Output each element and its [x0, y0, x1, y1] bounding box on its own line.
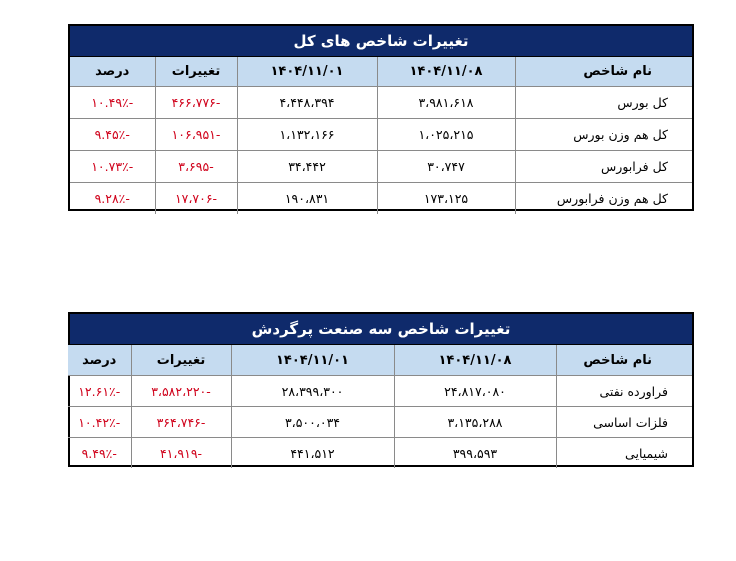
value-new-cell: ۱۷۳،۱۲۵	[377, 183, 515, 215]
table-row	[68, 438, 692, 469]
header-row	[68, 345, 692, 376]
change-cell: -۳،۶۹۵	[155, 151, 237, 183]
industry-index-changes-grid	[68, 345, 692, 468]
value-new-cell: ۳۹۹،۵۹۳	[394, 438, 556, 469]
value-new-cell: ۱،۰۲۵،۲۱۵	[377, 119, 515, 151]
value-old-cell: ۴۴۱،۵۱۲	[231, 438, 394, 469]
col-header-date-new: ۱۴۰۴/۱۱/۰۸	[394, 345, 556, 376]
col-header-date-old: ۱۴۰۴/۱۱/۰۱	[231, 345, 394, 376]
change-cell: -۴۱،۹۱۹	[131, 438, 231, 469]
col-header-percent: درصد	[70, 57, 155, 87]
percent-cell: -۹.۴۵٪	[70, 119, 155, 151]
industry-index-changes-table	[68, 312, 694, 467]
index-name-cell: فراورده نفتی	[556, 376, 692, 407]
table-row	[70, 119, 692, 151]
index-name-cell: کل بورس	[515, 87, 692, 119]
index-name-cell: فلزات اساسی	[556, 407, 692, 438]
index-changes-table	[68, 24, 694, 211]
value-old-cell: ۲۸،۳۹۹،۳۰۰	[231, 376, 394, 407]
table-row	[70, 87, 692, 119]
value-new-cell: ۳،۹۸۱،۶۱۸	[377, 87, 515, 119]
table-row	[68, 407, 692, 438]
col-header-date-old: ۱۴۰۴/۱۱/۰۱	[237, 57, 377, 87]
change-cell: -۳۶۴،۷۴۶	[131, 407, 231, 438]
table-title: تغییرات شاخص سه صنعت پرگردش	[70, 314, 692, 345]
table-row	[68, 376, 692, 407]
col-header-percent: درصد	[68, 345, 131, 376]
index-changes-grid	[70, 57, 692, 214]
col-header-index-name: نام شاخص	[556, 345, 692, 376]
percent-cell: -۱۰.۷۳٪	[70, 151, 155, 183]
value-old-cell: ۴،۴۴۸،۳۹۴	[237, 87, 377, 119]
change-cell: -۳،۵۸۲،۲۲۰	[131, 376, 231, 407]
index-name-cell: کل فرابورس	[515, 151, 692, 183]
index-name-cell: کل هم وزن بورس	[515, 119, 692, 151]
col-header-date-new: ۱۴۰۴/۱۱/۰۸	[377, 57, 515, 87]
col-header-change: تغییرات	[155, 57, 237, 87]
change-cell: -۱۷،۷۰۶	[155, 183, 237, 215]
col-header-change: تغییرات	[131, 345, 231, 376]
value-old-cell: ۳،۵۰۰،۰۳۴	[231, 407, 394, 438]
table-row	[70, 183, 692, 215]
index-name-cell: کل هم وزن فرابورس	[515, 183, 692, 215]
change-cell: -۱۰۶،۹۵۱	[155, 119, 237, 151]
percent-cell: -۱۰.۴۹٪	[70, 87, 155, 119]
percent-cell: -۱۰.۴۲٪	[68, 407, 131, 438]
table-title: تغییرات شاخص های کل	[70, 26, 692, 57]
col-header-index-name: نام شاخص	[515, 57, 692, 87]
value-new-cell: ۳،۱۳۵،۲۸۸	[394, 407, 556, 438]
value-new-cell: ۳۰،۷۴۷	[377, 151, 515, 183]
table-row	[70, 151, 692, 183]
value-old-cell: ۱۹۰،۸۳۱	[237, 183, 377, 215]
percent-cell: -۹.۲۸٪	[94, 191, 130, 206]
percent-cell: -۹.۴۹٪	[81, 445, 117, 461]
percent-cell: -۱۲.۶۱٪	[68, 376, 131, 407]
index-name-cell: شیمیایی	[556, 438, 692, 469]
value-old-cell: ۱،۱۳۲،۱۶۶	[237, 119, 377, 151]
header-row	[70, 57, 692, 87]
value-old-cell: ۳۴،۴۴۲	[237, 151, 377, 183]
change-cell: -۴۶۶،۷۷۶	[155, 87, 237, 119]
value-new-cell: ۲۴،۸۱۷،۰۸۰	[394, 376, 556, 407]
